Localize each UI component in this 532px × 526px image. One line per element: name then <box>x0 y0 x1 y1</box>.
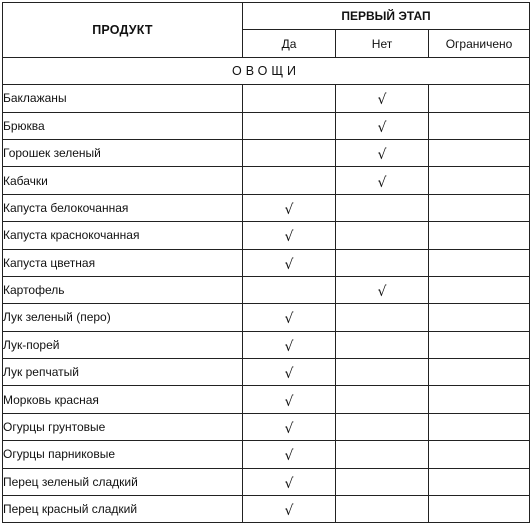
product-name: Капуста краснокочанная <box>3 222 243 249</box>
check-mark: √ <box>284 311 294 328</box>
yes-cell <box>243 167 336 194</box>
product-name: Перец зеленый сладкий <box>3 468 243 495</box>
table-row <box>3 468 530 495</box>
product-name: Капуста белокочанная <box>3 194 243 221</box>
limited-cell <box>429 304 530 331</box>
header-row-top <box>3 3 530 30</box>
yes-cell <box>243 496 336 523</box>
product-name: Огурцы парниковые <box>3 441 243 468</box>
yes-cell <box>243 85 336 112</box>
table-row <box>3 194 530 221</box>
table-row <box>3 441 530 468</box>
no-cell <box>336 194 429 221</box>
product-name: Лук зеленый (перо) <box>3 304 243 331</box>
check-mark: √ <box>377 92 387 109</box>
check-mark: √ <box>284 421 294 438</box>
food-stage-table <box>2 2 530 523</box>
table-row <box>3 496 530 523</box>
no-cell <box>336 139 429 166</box>
table-row <box>3 359 530 386</box>
check-mark: √ <box>284 338 294 355</box>
limited-cell <box>429 249 530 276</box>
no-cell <box>336 222 429 249</box>
check-mark: √ <box>377 147 387 164</box>
no-cell <box>336 276 429 303</box>
limited-cell <box>429 222 530 249</box>
no-cell <box>336 386 429 413</box>
table-header <box>3 3 530 58</box>
table-row <box>3 85 530 112</box>
table-row <box>3 249 530 276</box>
check-mark: √ <box>284 256 294 273</box>
check-mark: √ <box>284 448 294 465</box>
product-name: Лук репчатый <box>3 359 243 386</box>
product-name: Лук-порей <box>3 331 243 358</box>
limited-column-header: Ограничено <box>429 30 530 57</box>
table-row <box>3 304 530 331</box>
limited-cell <box>429 468 530 495</box>
yes-cell <box>243 276 336 303</box>
limited-cell <box>429 496 530 523</box>
product-column-header: ПРОДУКТ <box>3 3 243 58</box>
yes-cell <box>243 304 336 331</box>
section-title: ОВОЩИ <box>3 57 530 84</box>
check-mark: √ <box>284 503 294 520</box>
yes-cell <box>243 359 336 386</box>
product-name: Брюква <box>3 112 243 139</box>
no-cell <box>336 441 429 468</box>
yes-cell <box>243 194 336 221</box>
check-mark: √ <box>284 393 294 410</box>
no-cell <box>336 249 429 276</box>
check-mark: √ <box>284 475 294 492</box>
limited-cell <box>429 194 530 221</box>
product-name: Огурцы грунтовые <box>3 413 243 440</box>
yes-cell <box>243 139 336 166</box>
yes-cell <box>243 112 336 139</box>
table-row <box>3 167 530 194</box>
product-name: Картофель <box>3 276 243 303</box>
no-cell <box>336 112 429 139</box>
yes-cell <box>243 468 336 495</box>
no-cell <box>336 413 429 440</box>
table-row <box>3 331 530 358</box>
table-row <box>3 139 530 166</box>
check-mark: √ <box>284 201 294 218</box>
yes-cell <box>243 413 336 440</box>
limited-cell <box>429 413 530 440</box>
no-cell <box>336 496 429 523</box>
no-cell <box>336 331 429 358</box>
section-row <box>3 57 530 84</box>
yes-cell <box>243 249 336 276</box>
limited-cell <box>429 167 530 194</box>
check-mark: √ <box>377 174 387 191</box>
yes-cell <box>243 441 336 468</box>
table-row <box>3 112 530 139</box>
limited-cell <box>429 359 530 386</box>
limited-cell <box>429 331 530 358</box>
stage-column-header: ПЕРВЫЙ ЭТАП <box>243 3 530 30</box>
table-body <box>3 57 530 523</box>
no-cell <box>336 359 429 386</box>
table-row <box>3 276 530 303</box>
check-mark: √ <box>284 229 294 246</box>
table-row <box>3 222 530 249</box>
check-mark: √ <box>377 119 387 136</box>
product-name: Баклажаны <box>3 85 243 112</box>
limited-cell <box>429 276 530 303</box>
table-row <box>3 386 530 413</box>
product-name: Морковь красная <box>3 386 243 413</box>
yes-cell <box>243 386 336 413</box>
yes-cell <box>243 331 336 358</box>
yes-column-header: Да <box>243 30 336 57</box>
no-column-header: Нет <box>336 30 429 57</box>
product-name: Капуста цветная <box>3 249 243 276</box>
product-name: Кабачки <box>3 167 243 194</box>
check-mark: √ <box>284 366 294 383</box>
no-cell <box>336 167 429 194</box>
product-name: Горошек зеленый <box>3 139 243 166</box>
limited-cell <box>429 85 530 112</box>
no-cell <box>336 304 429 331</box>
limited-cell <box>429 139 530 166</box>
limited-cell <box>429 112 530 139</box>
limited-cell <box>429 441 530 468</box>
limited-cell <box>429 386 530 413</box>
no-cell <box>336 468 429 495</box>
no-cell <box>336 85 429 112</box>
check-mark: √ <box>377 284 387 301</box>
yes-cell <box>243 222 336 249</box>
table-row <box>3 413 530 440</box>
product-name: Перец красный сладкий <box>3 496 243 523</box>
